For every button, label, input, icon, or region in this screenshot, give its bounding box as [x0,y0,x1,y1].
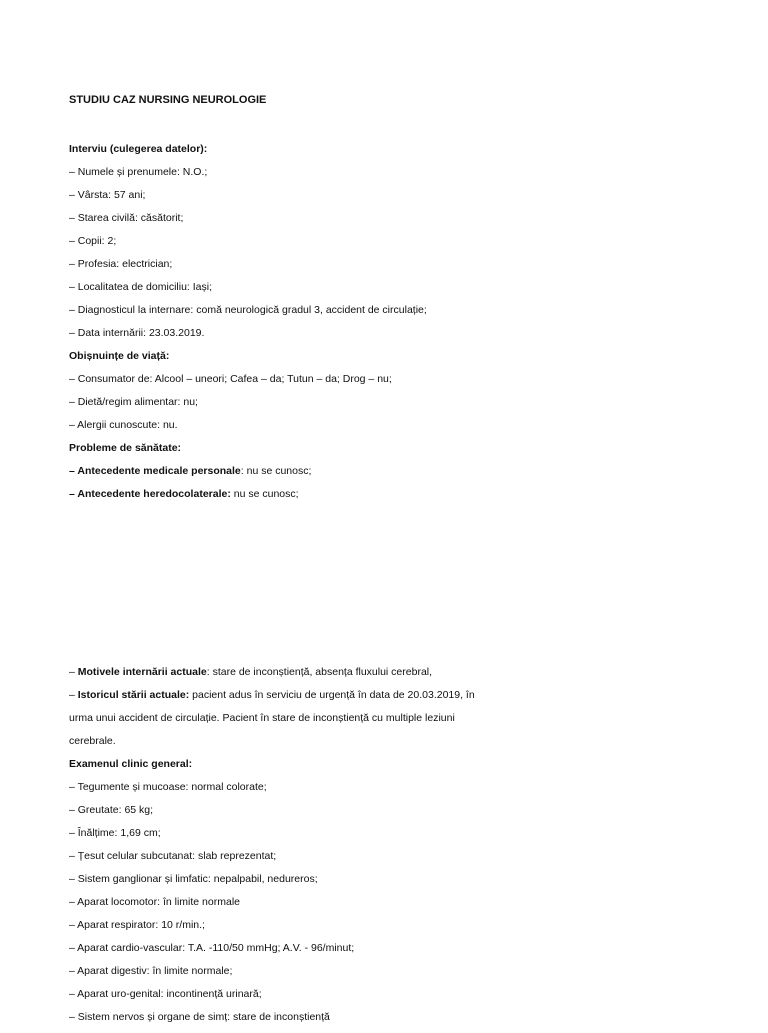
line-text: – Aparat uro-genital: incontinență urinară; [69,988,262,1000]
line-text: – Copii: 2; [69,235,117,247]
line-text: cerebrale. [69,735,116,747]
line-text: – Numele și prenumele: N.O.; [69,166,208,178]
text-line [69,711,509,734]
line-text: – Diagnosticul la internare: comă neurologică gradul 3, accident de circulație; [69,304,427,316]
text-line [69,895,509,918]
text-line [69,395,509,418]
text-line [69,941,509,964]
line-text: : stare de inconștiență, absența fluxului cerebral, [206,666,433,678]
text-line [69,688,509,711]
text-line [69,918,509,941]
line-text: : nu se cunosc; [240,465,312,477]
text-line [69,441,509,464]
text-line [69,464,509,487]
text-line [69,142,509,165]
line-bold: Istoricul stării actuale: [77,689,190,701]
line-text: – Aparat cardio-vascular: T.A. -110/50 mmHg; A.V. - 96/minut; [69,942,355,954]
line-text: – Aparat respirator: 10 r/min.; [69,919,205,931]
line-text: pacient adus în serviciu de urgență în data de 20.03.2019, în [189,689,475,701]
line-prefix: – [69,689,78,701]
line-bold: Examenul clinic general: [69,758,193,770]
line-text: – Localitatea de domiciliu: Iași; [69,281,212,293]
line-text: – Sistem nervos și organe de simț: stare de inconștiență [69,1011,330,1023]
line-text: urma unui accident de circulație. Pacient în stare de inconștiență cu multiple leziuni [69,712,455,724]
text-line [69,326,509,349]
text-line [69,280,509,303]
text-line [69,372,509,395]
text-line [69,803,509,826]
line-text: – Dietă/regim alimentar: nu; [69,396,198,408]
text-line [69,665,509,688]
line-text: – Data internării: 23.03.2019. [69,327,205,339]
text-line [69,349,509,372]
document-title: STUDIU CAZ NURSING NEUROLOGIE [69,94,267,106]
text-line [69,418,509,441]
text-line [69,188,509,211]
line-text: – Starea civilă: căsătorit; [69,212,184,224]
line-text: – Sistem ganglionar și limfatic: nepalpabil, nedureros; [69,873,318,885]
line-text: – Aparat digestiv: în limite normale; [69,965,233,977]
line-text: nu se cunosc; [230,488,299,500]
line-text: – Tegumente și mucoase: normal colorate; [69,781,267,793]
text-line [69,987,509,1010]
text-line [69,734,509,757]
text-line [69,165,509,188]
text-line [69,757,509,780]
text-line [69,964,509,987]
line-bold: – Antecedente medicale personale [69,465,241,477]
text-line [69,1010,509,1033]
line-text: – Consumator de: Alcool – uneori; Cafea – da; Tutun – da; Drog – nu; [69,373,392,385]
line-prefix: – [69,666,78,678]
clinical-section [69,665,509,1033]
text-line [69,826,509,849]
line-text: – Înălțime: 1,69 cm; [69,827,161,839]
line-bold: – Antecedente heredocolaterale: [69,488,231,500]
text-line [69,872,509,895]
line-bold: Motivele internării actuale [77,666,207,678]
line-text: – Vârsta: 57 ani; [69,189,146,201]
line-text: – Aparat locomotor: în limite normale [69,896,240,908]
interview-section [69,142,509,510]
text-line [69,487,509,510]
text-line [69,303,509,326]
text-line [69,234,509,257]
text-line [69,257,509,280]
text-line [69,211,509,234]
line-text: – Țesut celular subcutanat: slab reprezentat; [69,850,277,862]
line-text: – Alergii cunoscute: nu. [69,419,178,431]
text-line [69,780,509,803]
line-bold: Probleme de sănătate: [69,442,182,454]
line-text: – Greutate: 65 kg; [69,804,154,816]
line-bold: Obișnuințe de viață: [69,350,170,362]
line-text: – Profesia: electrician; [69,258,173,270]
text-line [69,849,509,872]
line-bold: Interviu (culegerea datelor): [69,143,208,155]
